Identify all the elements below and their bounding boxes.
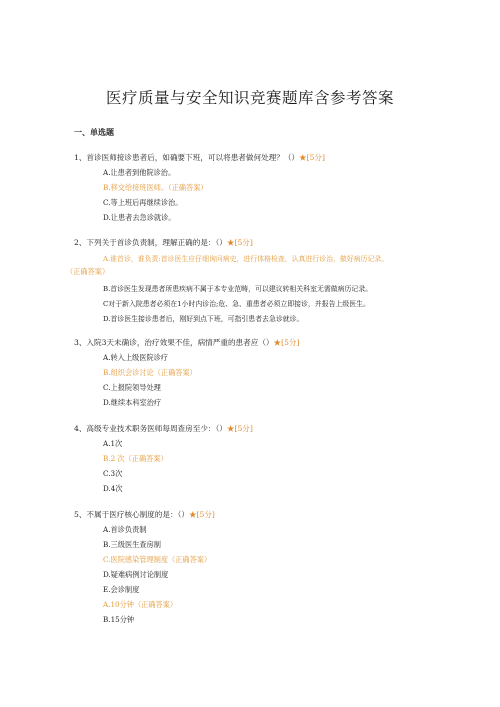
option-3d: D.继续本科室治疗 bbox=[103, 398, 162, 407]
option-2a-answer-wrap: （正确答案） bbox=[66, 267, 110, 276]
score-label: ★[5分] bbox=[226, 238, 253, 247]
question-3-stem bbox=[74, 337, 299, 348]
option-1d: D.让患者去急诊就诊。 bbox=[103, 213, 176, 222]
option-1b: B.移交给接班医师。（正确答案） bbox=[103, 183, 208, 192]
option-4b: B.2 次（正确答案） bbox=[103, 454, 168, 463]
question-text: 2、下列关于首诊负责制，理解正确的是：（） bbox=[74, 238, 227, 247]
option-2b: B.首诊医生发现患者所患疾病不属于本专业范畴，可以建议转相关科室无需做病历记录。 bbox=[103, 285, 373, 293]
score-label: ★[5分] bbox=[299, 153, 325, 162]
option-5e: E.会诊制度 bbox=[103, 585, 140, 594]
option-3b: B.组织会诊讨论（正确答案） bbox=[103, 368, 197, 377]
option-4d: D.4次 bbox=[103, 484, 123, 493]
score-label: ★[5分] bbox=[273, 338, 300, 347]
option-2c: C对于新入院患者必须在1小时内诊治;危、急、重患者必须立即接诊，并报告上级医生。 bbox=[103, 300, 370, 308]
option-5a: A.首诊负责制 bbox=[103, 525, 147, 534]
question-text: 3、入院3天未确诊，治疗效果不佳，病情严重的患者应（） bbox=[74, 338, 274, 347]
option-6b: B.15分钟 bbox=[103, 615, 135, 624]
question-text: 4、高级专业技术职务医师每周查房至少：（） bbox=[74, 424, 227, 433]
question-2-stem bbox=[74, 237, 253, 248]
option-5d: D.疑难病例讨论制度 bbox=[103, 570, 169, 579]
section-heading: 一、单选题 bbox=[74, 127, 114, 137]
question-4-stem bbox=[74, 423, 253, 434]
option-1a: A.让患者到他院诊治。 bbox=[103, 168, 176, 177]
question-1-stem bbox=[74, 152, 325, 163]
question-text: 5、不属于医疗核心制度的是：（） bbox=[74, 510, 189, 519]
option-2a: A.谁首诊，谁负责:首诊医生应仔细询问病史，进行体格检查，认真进行诊治，做好病历记录。 bbox=[103, 255, 389, 263]
option-5c: C.医院感染管理制度（正确答案） bbox=[103, 555, 212, 564]
option-3c: C.上报院领导处理 bbox=[103, 383, 161, 392]
option-1c: C.等上班后再继续诊治。 bbox=[103, 198, 183, 207]
score-label: ★[5分] bbox=[188, 510, 215, 519]
score-label: ★[5分] bbox=[226, 424, 253, 433]
option-3a: A.转入上级医院诊疗 bbox=[103, 353, 168, 362]
question-text: 1、首诊医师接诊患者后，如确要下班，可以将患者做何处理？（） bbox=[74, 153, 300, 162]
option-5b: B.三级医生查房制 bbox=[103, 540, 161, 549]
document-title: 医疗质量与安全知识竞赛题库含参考答案 bbox=[105, 89, 394, 107]
option-6a: A.10分钟（正确答案） bbox=[103, 600, 178, 609]
option-4a: A.1次 bbox=[103, 439, 123, 448]
option-2d: D.首诊医生接诊患者后，刚好到点下班，可指引患者去急诊就诊。 bbox=[103, 315, 304, 323]
option-4c: C.3次 bbox=[103, 469, 123, 478]
question-5-stem bbox=[74, 509, 215, 520]
